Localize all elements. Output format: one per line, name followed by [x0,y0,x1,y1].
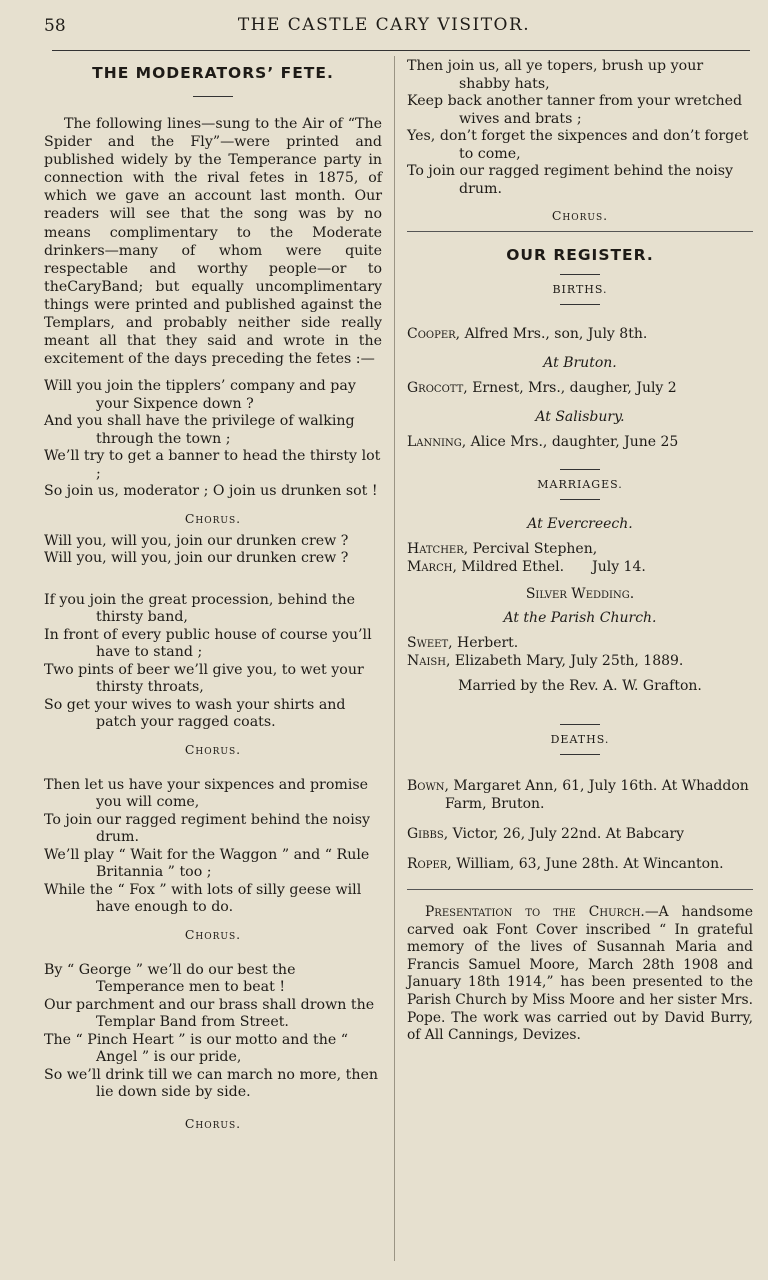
verse-line: So join us, moderator ; O join us drunken sot ! [44,483,378,500]
short-rule [560,499,600,500]
chorus-label: Chorus. [551,208,609,223]
title-rule [193,96,233,97]
marriage-date: July 14. [592,559,646,575]
marriage-details: , Percival Stephen, [463,541,598,557]
death-entry [407,855,753,873]
birth-details: , Alice Mrs., daughter, June 25 [461,434,679,450]
verse-4 [44,962,382,1102]
presentation-paragraph [407,904,753,1045]
birth-entry [407,379,753,397]
running-title: THE CASTLE CARY VISITOR. [237,15,531,35]
birth-surname: Lanning [407,434,462,450]
deaths-label: DEATHS. [550,733,610,746]
verse-line: We’ll play “ Wait for the Waggon ” and “ Rule Britannia ” too ; [44,846,370,881]
marriage-surname: Hatcher [407,541,464,557]
section-rule [407,889,753,890]
marriages-label: MARRIAGES. [537,478,623,491]
verse-line: While the “ Fox ” with lots of silly geese will have enough to do. [44,881,362,916]
presentation-body: —A handsome carved oak Font Cover inscribed “ In grateful memory of the lives of Susannah Maria and Francis Samuel Moore, March 28th 1908 and January 18th 1914,” has been presented to the Parish Church by Miss Moore and her sister Mrs. Pope. The work was carried out by David Burry, of All Cannings, Devizes. [407,904,753,1044]
place-heading: At Salisbury. [535,409,625,425]
chorus-label: Chorus. [184,1115,242,1131]
verse-line: And you shall have the privilege of walking through the town ; [44,413,355,447]
register-title: OUR REGISTER. [506,246,654,264]
presentation-heading: Presentation to the Church. [425,904,645,920]
verse-2 [44,592,382,732]
place-heading: At the Parish Church. [503,610,657,626]
place-heading: At Bruton. [543,355,617,371]
silver-wedding-label: Silver Wedding. [525,586,635,602]
verse-line: To join our ragged regiment behind the noisy drum. [44,811,371,846]
married-by: Married by the Rev. A. W. Grafton. [458,678,702,694]
birth-details: , Ernest, Mrs., daugher, July 2 [463,380,677,396]
death-details: , William, 63, June 28th. At Wincanton. [447,856,724,872]
death-details: , Margaret Ann, 61, July 16th. At Whaddon Farm, Bruton. [444,778,749,812]
birth-surname: Cooper [407,326,456,342]
verse-line: By “ George ” we’ll do our best the Temperance men to beat ! [44,961,296,996]
place-heading: At Evercreech. [527,516,633,532]
short-rule [560,754,600,755]
verse-line: Our parchment and our brass shall drown the Templar Band from Street. [44,996,375,1031]
verse-line: So get your wives to wash your shirts and patch your ragged coats. [44,696,346,731]
short-rule [560,274,600,275]
death-entry [407,825,753,843]
page-number: 58 [44,16,66,36]
verse-line: Two pints of beer we’ll give you, to wet your thirsty throats, [44,661,364,696]
verse-line: In front of every public house of course you’ll have to stand ; [44,626,372,661]
births-label: BIRTHS. [552,283,608,296]
header-rule [52,50,750,51]
death-surname: Bown [407,778,445,794]
verse-line: We’ll try to get a banner to head the thirsty lot ; [44,448,381,482]
chorus-label: Chorus. [184,510,242,526]
chorus-line: Will you, will you, join our drunken crew ? [44,532,349,549]
silver-surname: Sweet [407,635,449,651]
section-rule [407,231,753,232]
verse-line: Then let us have your sixpences and promise you will come, [44,776,369,811]
marriage-entry [407,540,753,558]
chorus-line: Will you, will you, join our drunken crew ? [44,550,349,567]
right-column [407,58,753,1045]
verse-5 [407,58,753,198]
chorus-label: Chorus. [184,926,242,942]
fete-title: THE MODERATORS’ FETE. [92,64,334,82]
column-divider [394,56,395,1261]
verse-line: Yes, don’t forget the sixpences and don’t forget to come, [407,128,749,162]
silver-entry [407,634,753,652]
left-column [44,58,382,1138]
birth-details: , Alfred Mrs., son, July 8th. [455,326,648,342]
chorus-text [44,533,382,568]
death-details: , Victor, 26, July 22nd. At Babcary [443,826,685,842]
birth-entry [407,325,753,343]
verse-line: Will you join the tipplers’ company and pay your Sixpence down ? [44,378,356,412]
verse-line: So we’ll drink till we can march no more, then lie down side by side. [44,1066,379,1101]
verse-line: The “ Pinch Heart ” is our motto and the “ Angel ” is our pride, [44,1031,348,1066]
silver-surname: Naish [407,653,446,669]
verse-line: Keep back another tanner from your wretched wives and brats ; [407,93,743,127]
death-surname: Roper [407,856,448,872]
chorus-label: Chorus. [184,741,242,757]
verse-line: To join our ragged regiment behind the noisy drum. [407,163,734,197]
short-rule [560,724,600,725]
silver-details: , Elizabeth Mary, July 25th, 1889. [446,653,684,669]
birth-entry [407,433,753,451]
marriage-details: , Mildred Ethel. [452,559,565,575]
death-entry [407,777,753,813]
silver-entry [407,652,753,670]
silver-details: , Herbert. [448,635,519,651]
verse-line: If you join the great procession, behind the thirsty band, [44,591,356,626]
short-rule [560,469,600,470]
fete-intro: The following lines—sung to the Air of “The Spider and the Fly”—were printed and published widely by the Temperance party in connection with the rival fetes in 1875, of which we gave an account last month. Our readers will see that the song was by no means complimentary to the Moderate drinkers—many of whom were quite respectable and worthy people—or to theCaryBand; but equally uncomplimentary things were printed and published against the Templars, and probably neither side really meant all that they said and wrote in the excitement of the days preceding the fetes :— [44,116,382,368]
verse-1 [44,378,382,501]
short-rule [560,304,600,305]
verse-3 [44,777,382,917]
marriage-surname: March [407,559,453,575]
death-surname: Gibbs [407,826,444,842]
birth-surname: Grocott [407,380,464,396]
verse-line: Then join us, all ye topers, brush up your shabby hats, [407,58,704,92]
marriage-entry [407,558,753,576]
